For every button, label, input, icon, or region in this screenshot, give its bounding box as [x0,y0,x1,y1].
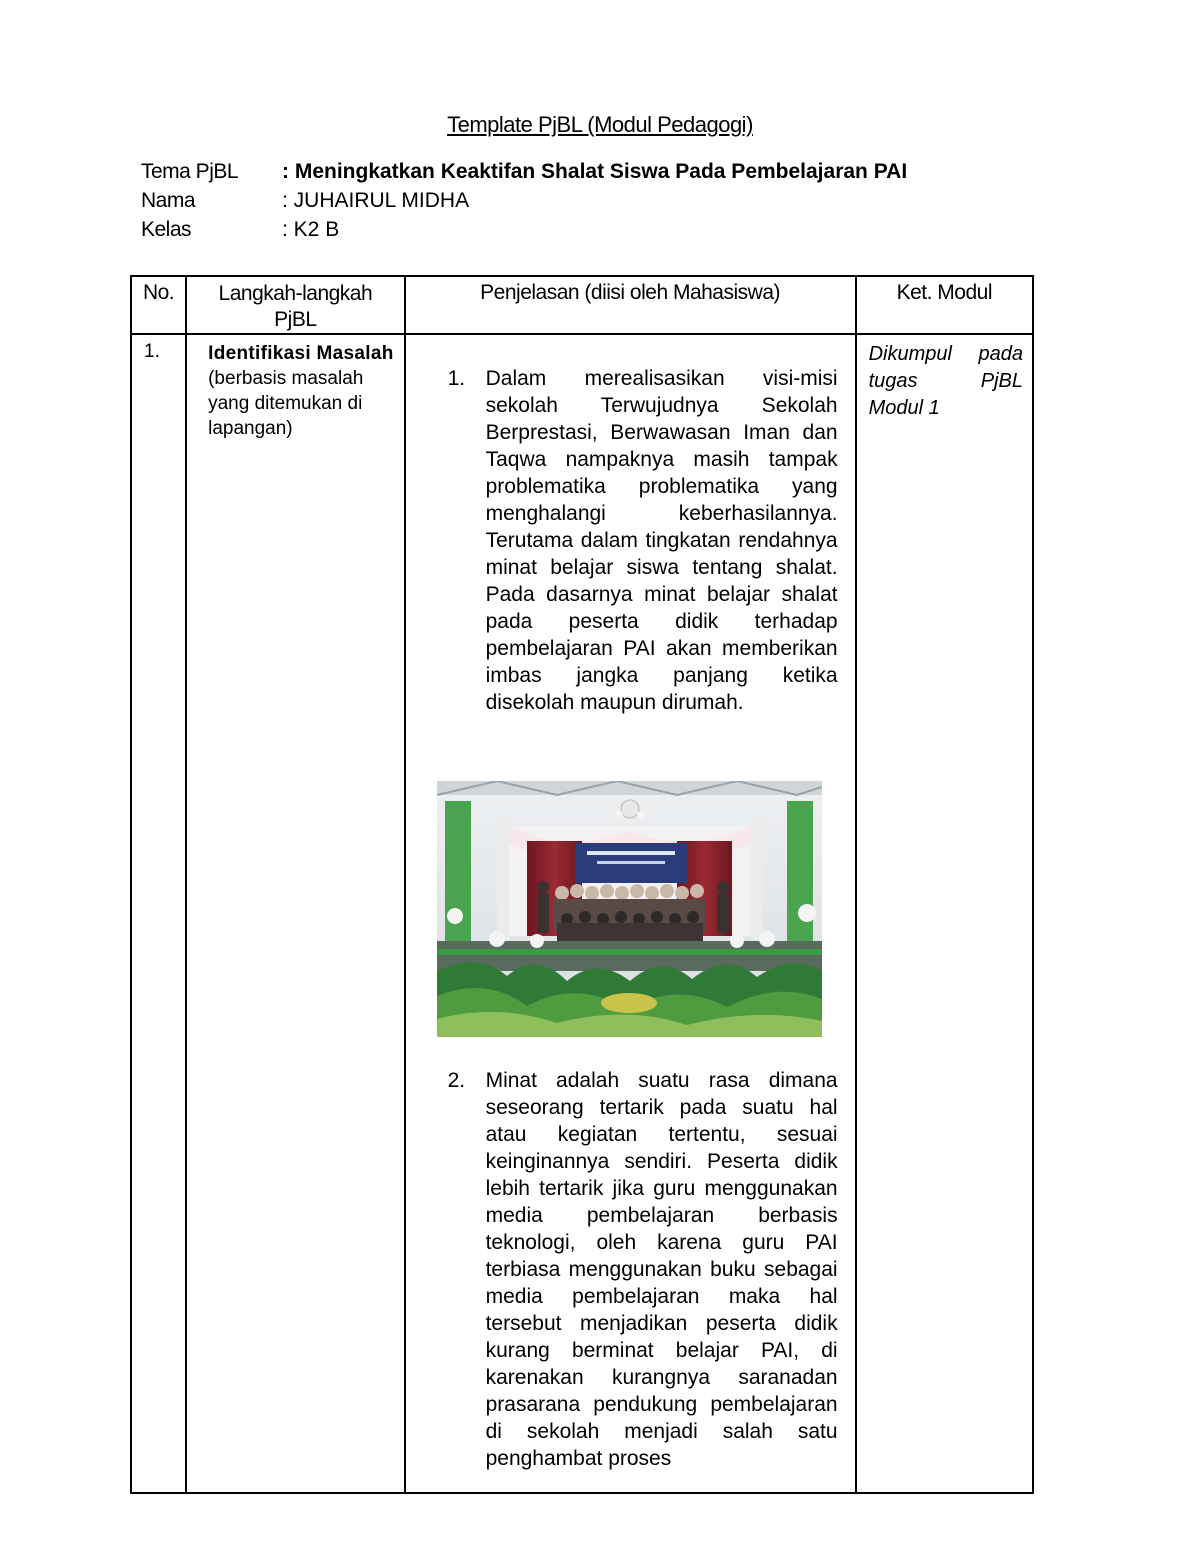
header-step: Langkah-langkah PjBL [186,276,404,334]
meta-row-tema [141,160,907,184]
list-item-number: 1. [447,367,466,390]
step-cell [186,334,404,1493]
table-row [131,334,1033,1493]
meta-value-kelas: : K2 B [282,218,340,241]
ket-cell [856,334,1033,1493]
module-note: Dikumpul pada tugas PjBL Modul 1 [868,343,1023,419]
step-title: Identifikasi Masalah [208,343,394,364]
group-photo-illustration [437,781,822,1037]
school-event-photo [437,781,822,1037]
meta-value-nama: : JUHAIRUL MIDHA [282,189,470,212]
meta-row-nama [141,189,469,213]
header-desc: Penjelasan (diisi oleh Mahasiswa) [405,276,856,334]
meta-label-tema: Tema PjBL [141,160,239,183]
meta-value-tema: : Meningkatkan Keaktifan Shalat Siswa Pada Pembelajaran PAI [282,160,908,183]
list-item-text: Dalam merealisasikan visi-misi sekolah Terwujudnya Sekolah Berprestasi, Berwawasan Iman dan Taqwa nampaknya masih tampak problematika problematika yang menghalangi keberhasilannya. Terutama dalam tingkatan rendahnya minat belajar siswa tentang shalat. Pada dasarnya minat belajar shalat pada peserta didik terhadap pembelajaran PAI akan memberikan imbas jangka panjang ketika disekolah maupun dirumah. [485,367,838,714]
explanation-content [406,335,855,1492]
list-item [448,1067,838,1472]
list-item [448,365,838,716]
list-item-number: 2. [447,1069,466,1092]
table-header-row [131,276,1033,334]
list-item-text: Minat adalah suatu rasa dimana seseorang tertarik pada suatu hal atau kegiatan tertentu, sesuai keinginannya sendiri. Peserta didik lebih tertarik jika guru menggunakan media pembelajaran berbasis teknologi, oleh karena guru PAI terbiasa menggunakan buku sebagai media pembelajaran maka hal tersebut menjadikan peserta didik kurang berminat belajar PAI, di karenakan kurangnya saranadan prasarana pendukung pembelajaran di sekolah menjadi salah satu penghambat proses [485,1069,838,1470]
header-no: No. [131,276,186,334]
meta-row-kelas [141,218,339,242]
meta-label-nama: Nama [141,189,196,212]
document-title: Template PjBL (Modul Pedagogi) [447,112,753,137]
explanation-cell [405,334,856,1493]
step-description: (berbasis masalah yang ditemukan di lapangan) [208,368,364,439]
header-ket: Ket. Modul [856,276,1033,334]
row-number: 1. [131,334,186,1493]
pjbl-table [130,275,1034,1494]
meta-label-kelas: Kelas [141,218,192,241]
